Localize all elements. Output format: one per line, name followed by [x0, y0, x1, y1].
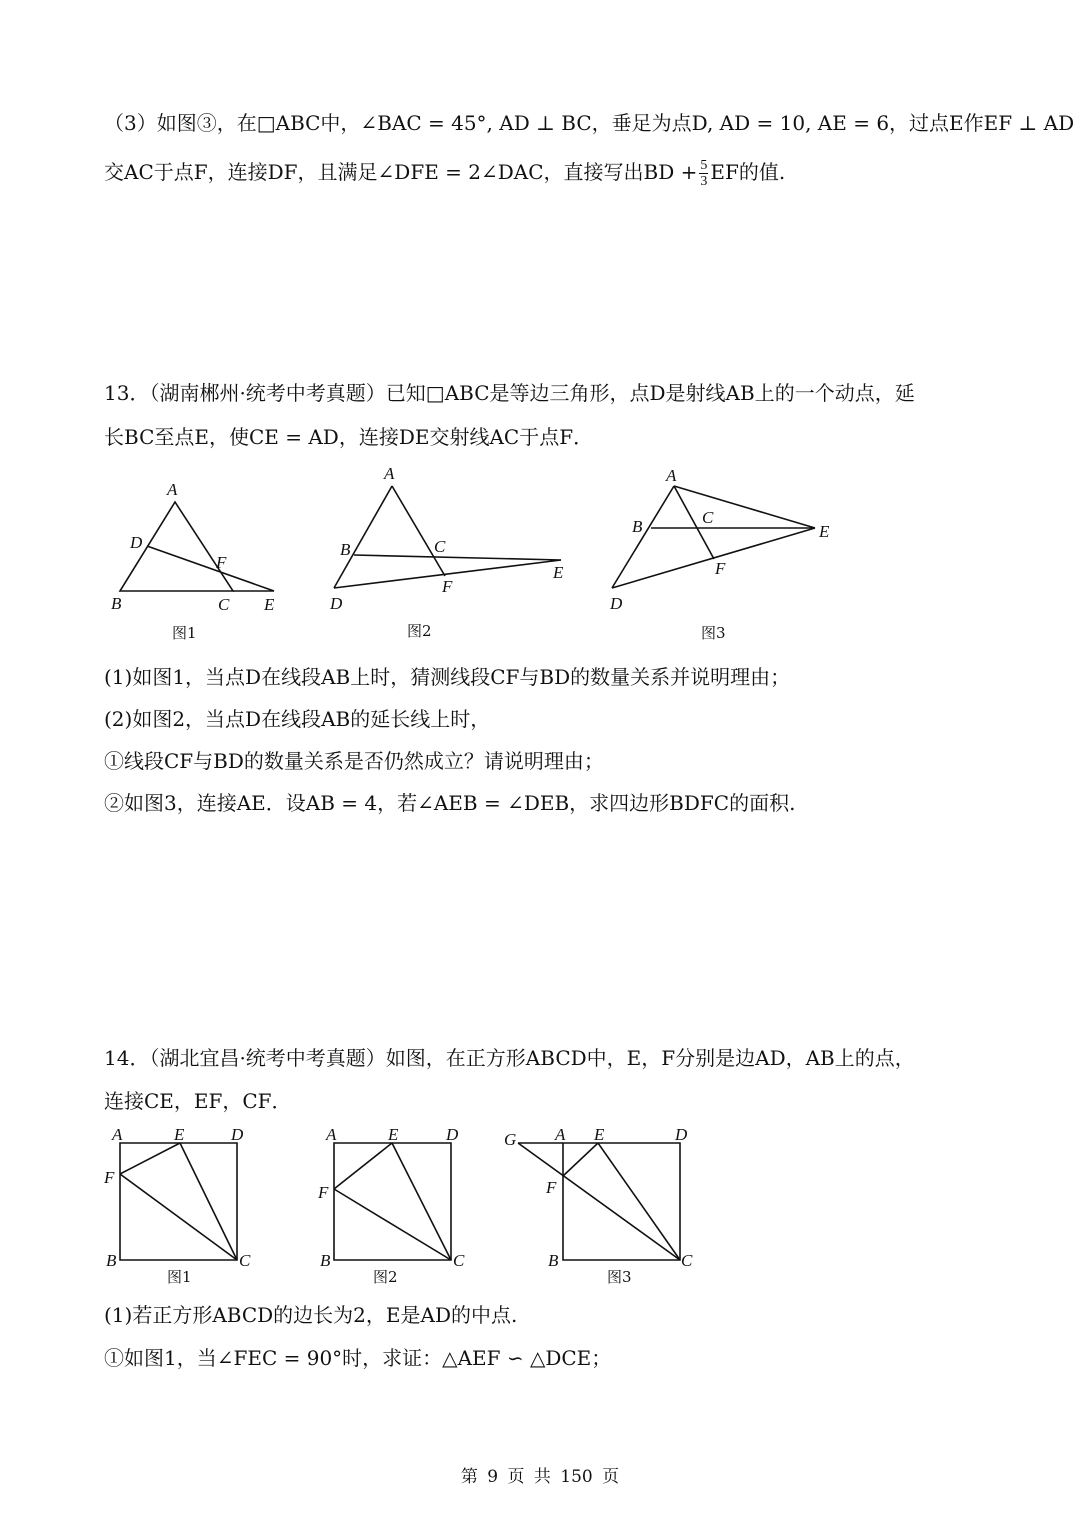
segment-fc — [120, 1174, 237, 1260]
label-e: E — [819, 522, 830, 541]
label-f: F — [546, 1178, 557, 1197]
label-b: B — [340, 540, 351, 559]
label-a: A — [384, 464, 395, 483]
caption-fig3: 图3 — [607, 1268, 632, 1286]
label-c: C — [702, 508, 714, 527]
label-c: C — [239, 1251, 251, 1270]
label-a: A — [666, 466, 677, 485]
segment-ec — [180, 1143, 237, 1260]
square-abcd — [120, 1143, 237, 1260]
label-e: E — [553, 563, 564, 582]
segment-bce — [354, 555, 561, 560]
label-a: A — [112, 1125, 123, 1144]
square-abcd — [334, 1143, 451, 1260]
label-d: D — [675, 1125, 688, 1144]
caption-fig2: 图2 — [373, 1268, 398, 1286]
segment-af — [392, 486, 445, 576]
q13-figure-2 — [329, 464, 564, 640]
q14-part1-1: ①如图1，当∠FEC = 90°时，求证：△AEF ∽ △DCE； — [104, 1346, 612, 1370]
label-b: B — [106, 1251, 117, 1270]
segment-ae — [674, 486, 815, 528]
label-b: B — [320, 1251, 331, 1270]
label-a: A — [555, 1125, 566, 1144]
label-b: B — [632, 517, 643, 536]
segment-ef — [563, 1143, 598, 1176]
fraction-numerator: 5 — [700, 158, 708, 173]
label-a: A — [167, 480, 178, 499]
q14-figures — [0, 1120, 1080, 1290]
label-g: G — [504, 1130, 517, 1149]
label-f: F — [715, 559, 726, 578]
q13-part2-2: ②如图3，连接AE．设AB = 4，若∠AEB = ∠DEB，求四边形BDFC的面积. — [104, 791, 796, 815]
label-d: D — [231, 1125, 244, 1144]
label-c: C — [434, 537, 446, 556]
q12-part3-line2 — [104, 158, 785, 189]
page-number: 第 9 页 共 150 页 — [460, 1467, 620, 1487]
label-e: E — [594, 1125, 605, 1144]
q13-figures — [0, 460, 1080, 650]
label-a: A — [326, 1125, 337, 1144]
fraction-5-3 — [699, 158, 708, 189]
caption-fig1: 图1 — [167, 1268, 192, 1286]
label-f: F — [442, 577, 453, 596]
label-f: F — [104, 1168, 115, 1187]
q14-figure-2 — [317, 1125, 465, 1286]
q12-part3-line1: （3）如图③，在□ABC中，∠BAC = 45°, AD ⊥ BC，垂足为点D, AD = 10, AE = 6，过点E作EF ⊥ AD — [104, 111, 1075, 135]
q12-part3-line2-pre: 交AC于点F，连接DF，且满足∠DFE = 2∠DAC，直接写出BD + — [104, 160, 698, 184]
caption-fig3: 图3 — [701, 624, 726, 642]
label-d: D — [130, 533, 143, 552]
label-e: E — [264, 595, 275, 614]
label-e: E — [174, 1125, 185, 1144]
q13-part2-1: ①线段CF与BD的数量关系是否仍然成立？请说明理由； — [104, 749, 604, 773]
label-b: B — [548, 1251, 559, 1270]
label-d: D — [446, 1125, 459, 1144]
q13-part2: (2)如图2，当点D在线段AB的延长线上时， — [104, 707, 491, 731]
label-b: B — [111, 594, 122, 613]
segment-de — [147, 546, 274, 591]
q14-figure-1 — [103, 1125, 251, 1286]
q14-intro-line2: 连接CE，EF，CF． — [104, 1089, 292, 1113]
label-f: F — [318, 1183, 329, 1202]
label-c: C — [218, 595, 230, 614]
label-d: D — [610, 594, 623, 613]
q14-intro-line1: 14．（湖北宜昌·统考中考真题）如图，在正方形ABCD中，E，F分别是边AD，AB上的点， — [104, 1046, 915, 1070]
label-f: F — [216, 553, 227, 572]
segment-ef — [120, 1143, 180, 1174]
caption-fig2: 图2 — [407, 622, 432, 640]
segment-ad — [334, 486, 392, 588]
q13-part1: (1)如图1，当点D在线段AB上时，猜测线段CF与BD的数量关系并说明理由； — [104, 665, 791, 689]
fraction-denominator: 3 — [700, 174, 708, 189]
q13-intro-line1: 13．（湖南郴州·统考中考真题）已知□ABC是等边三角形，点D是射线AB上的一个动点，延 — [104, 381, 915, 405]
caption-fig1: 图1 — [172, 624, 197, 642]
segment-ef — [334, 1143, 392, 1189]
q13-intro-line2: 长BC至点E，使CE = AD，连接DE交射线AC于点F． — [104, 425, 594, 449]
segment-ec — [598, 1143, 680, 1260]
q14-part1: (1)若正方形ABCD的边长为2，E是AD的中点. — [104, 1303, 518, 1327]
q13-figure-1 — [111, 480, 275, 642]
label-c: C — [453, 1251, 465, 1270]
q12-part3-line2-post: EF的值. — [710, 160, 786, 184]
label-d: D — [330, 594, 343, 613]
label-e: E — [388, 1125, 399, 1144]
segment-gc — [518, 1143, 680, 1260]
q13-figure-3 — [609, 466, 830, 642]
label-c: C — [681, 1251, 693, 1270]
q14-figure-3 — [504, 1125, 693, 1286]
